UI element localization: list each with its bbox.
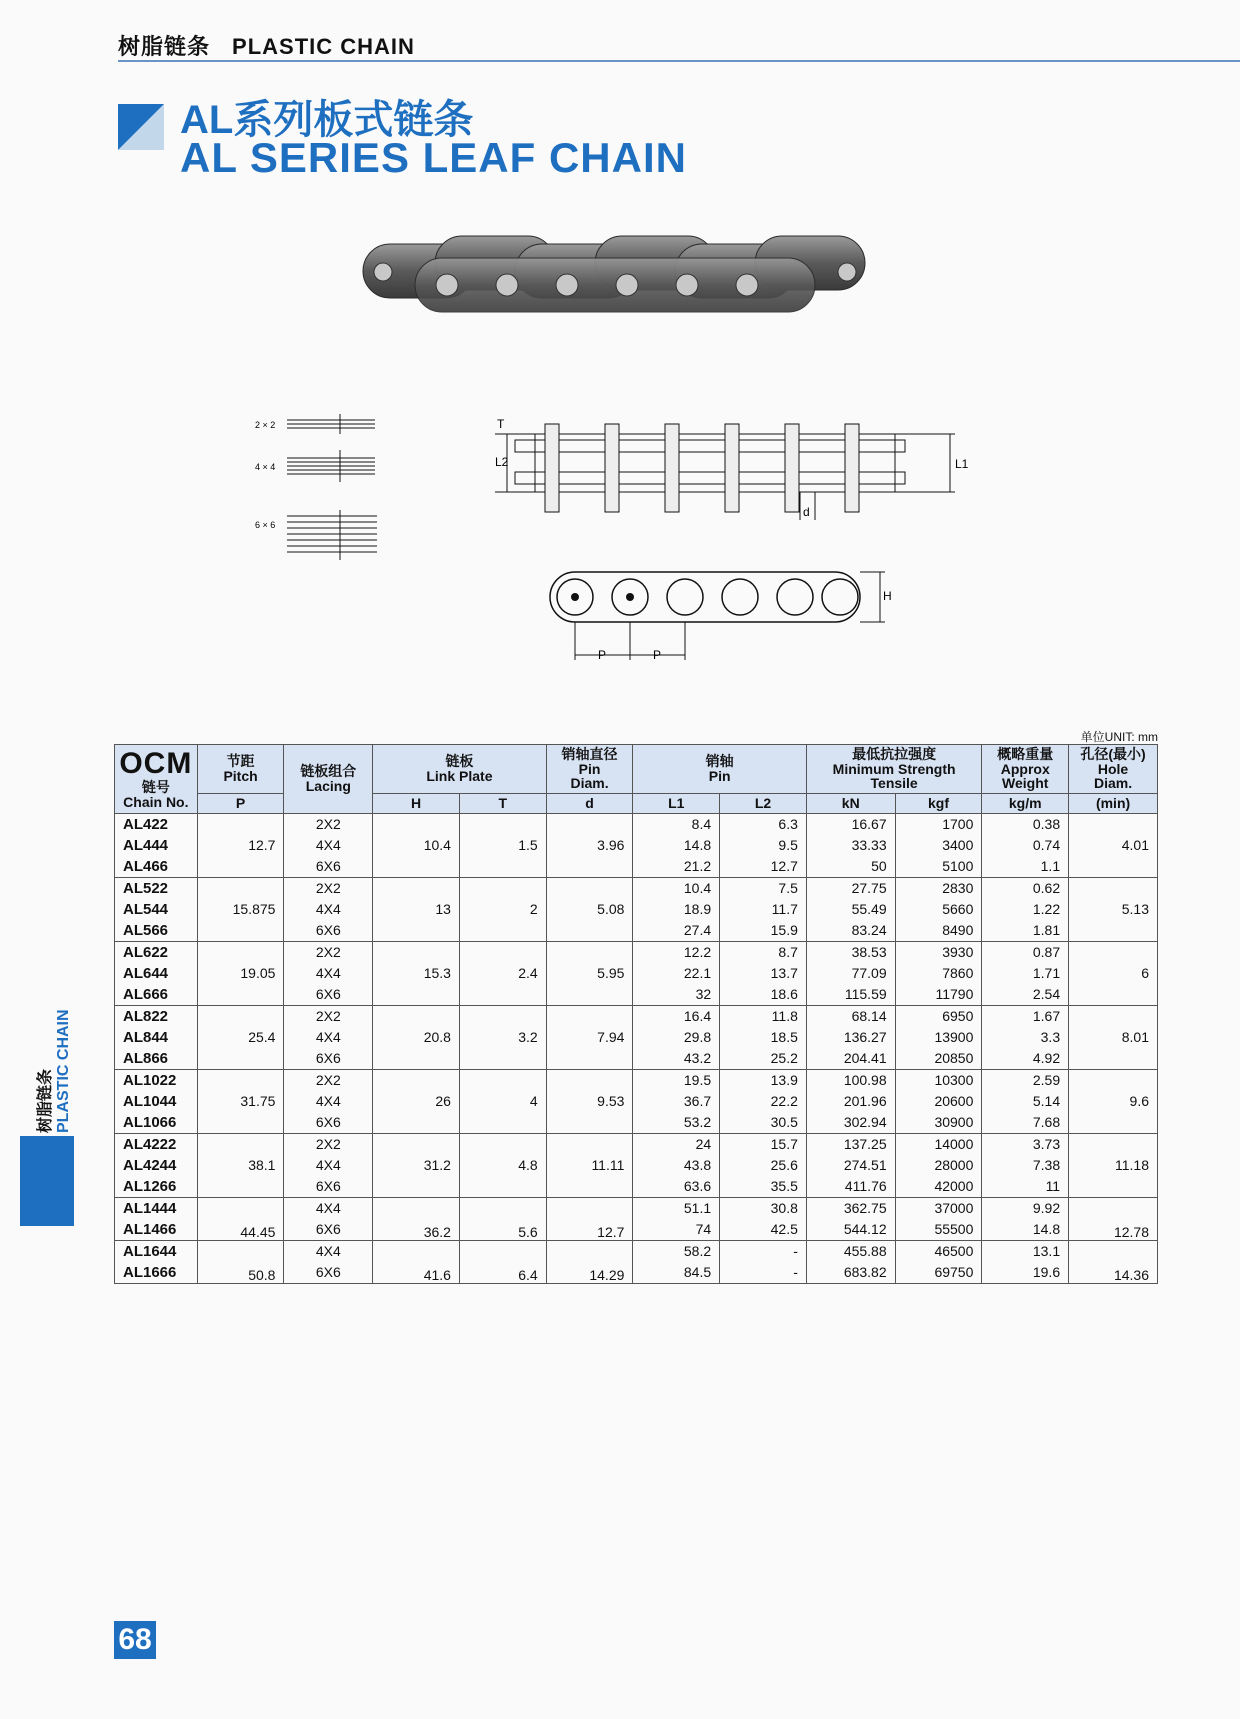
page-number: 68 (114, 1621, 156, 1659)
lacing-cell: 2X2 (284, 1005, 373, 1027)
chain-no-cell: AL544 (115, 899, 198, 920)
strength-kn-cell: 201.96 (806, 1091, 895, 1112)
weight-cell: 19.6 (982, 1262, 1069, 1284)
strength-kgf-cell: 69750 (895, 1262, 982, 1284)
hole-diam-cell: 8.01 (1069, 1005, 1158, 1069)
lacing-cell: 4X4 (284, 1197, 373, 1219)
th-hole-cn: 孔径(最小) (1080, 746, 1146, 762)
strength-kn-cell: 544.12 (806, 1219, 895, 1241)
pin-l1-cell: 58.2 (633, 1240, 720, 1262)
th-strength-en1: Minimum Strength (832, 760, 956, 777)
dim-label-h: H (883, 589, 892, 603)
pin-diam-cell: 11.11 (546, 1133, 633, 1197)
pin-l2-cell: 18.6 (720, 984, 807, 1006)
pin-l1-cell: 53.2 (633, 1112, 720, 1134)
pin-l2-cell: 13.9 (720, 1069, 807, 1091)
title-triangle-icon (118, 104, 164, 150)
plate-t-cell: 5.6 (459, 1197, 546, 1240)
table-row (115, 1133, 1158, 1155)
lacing-cell: 6X6 (284, 920, 373, 942)
chain-no-cell: AL1044 (115, 1091, 198, 1112)
strength-kgf-cell: 10300 (895, 1069, 982, 1091)
plate-h-cell: 41.6 (373, 1240, 460, 1283)
lacing-cell: 4X4 (284, 1155, 373, 1176)
lacing-cell: 2X2 (284, 1133, 373, 1155)
strength-kgf-cell: 42000 (895, 1176, 982, 1198)
pin-l1-cell: 24 (633, 1133, 720, 1155)
lacing-cell: 4X4 (284, 835, 373, 856)
th-pitch-en: Pitch (223, 768, 258, 785)
pin-l1-cell: 51.1 (633, 1197, 720, 1219)
chain-no-cell: AL1444 (115, 1197, 198, 1219)
strength-kn-cell: 455.88 (806, 1240, 895, 1262)
lacing-cell: 6X6 (284, 1112, 373, 1134)
page-header (118, 30, 437, 61)
strength-kn-cell: 50 (806, 856, 895, 878)
pin-diam-cell: 7.94 (546, 1005, 633, 1069)
pin-diam-cell: 5.95 (546, 941, 633, 1005)
unit-label: 单位UNIT: mm (1080, 730, 1158, 744)
pin-l2-cell: 42.5 (720, 1219, 807, 1241)
th-link-plate (373, 745, 546, 794)
pin-l2-cell: 30.8 (720, 1197, 807, 1219)
pin-diam-cell: 9.53 (546, 1069, 633, 1133)
strength-kgf-cell: 30900 (895, 1112, 982, 1134)
strength-kn-cell: 274.51 (806, 1155, 895, 1176)
chain-no-cell: AL4222 (115, 1133, 198, 1155)
th-pin-diam-en1: Pin (578, 760, 601, 777)
pin-diam-cell: 14.29 (546, 1240, 633, 1283)
lacing-diagram-6x6 (287, 510, 387, 570)
th-chain-no (115, 745, 198, 814)
weight-cell: 11 (982, 1176, 1069, 1198)
lacing-cell: 4X4 (284, 1027, 373, 1048)
chain-no-cell: AL422 (115, 813, 198, 835)
pin-l1-cell: 43.8 (633, 1155, 720, 1176)
pitch-cell: 38.1 (197, 1133, 284, 1197)
th-weight-en2: Weight (1002, 775, 1049, 792)
lacing-cell: 4X4 (284, 1091, 373, 1112)
weight-cell: 5.14 (982, 1091, 1069, 1112)
strength-kn-cell: 27.75 (806, 877, 895, 899)
th-hole (1069, 745, 1158, 794)
pin-l1-cell: 16.4 (633, 1005, 720, 1027)
pin-l2-cell: 30.5 (720, 1112, 807, 1134)
chain-no-cell: AL1644 (115, 1240, 198, 1262)
strength-kgf-cell: 37000 (895, 1197, 982, 1219)
weight-cell: 1.81 (982, 920, 1069, 942)
strength-kn-cell: 115.59 (806, 984, 895, 1006)
chain-no-cell: AL822 (115, 1005, 198, 1027)
hole-diam-cell: 14.36 (1069, 1240, 1158, 1283)
dim-label-l1: L1 (955, 457, 969, 471)
lacing-cell: 2X2 (284, 813, 373, 835)
hole-diam-cell: 4.01 (1069, 813, 1158, 877)
th-plate-en: Link Plate (426, 768, 493, 785)
weight-cell: 1.22 (982, 899, 1069, 920)
pin-l1-cell: 14.8 (633, 835, 720, 856)
th-strength (806, 745, 982, 794)
pin-l2-cell: 11.8 (720, 1005, 807, 1027)
pin-l2-cell: 18.5 (720, 1027, 807, 1048)
th-l2: L2 (720, 794, 807, 814)
pin-l2-cell: 7.5 (720, 877, 807, 899)
pin-l2-cell: 11.7 (720, 899, 807, 920)
pin-l1-cell: 22.1 (633, 963, 720, 984)
pin-l2-cell: 6.3 (720, 813, 807, 835)
strength-kn-cell: 362.75 (806, 1197, 895, 1219)
header-cn: 树脂链条 (118, 34, 211, 59)
weight-cell: 3.3 (982, 1027, 1069, 1048)
chain-no-cell: AL866 (115, 1048, 198, 1070)
strength-kgf-cell: 13900 (895, 1027, 982, 1048)
strength-kn-cell: 33.33 (806, 835, 895, 856)
pitch-cell: 12.7 (197, 813, 284, 877)
strength-kgf-cell: 1700 (895, 813, 982, 835)
weight-cell: 0.74 (982, 835, 1069, 856)
plate-h-cell: 15.3 (373, 941, 460, 1005)
hole-diam-cell: 9.6 (1069, 1069, 1158, 1133)
table-row (115, 877, 1158, 899)
th-chain-no-en: Chain No. (123, 793, 189, 810)
pin-diam-cell: 3.96 (546, 813, 633, 877)
pin-l1-cell: 36.7 (633, 1091, 720, 1112)
weight-cell: 0.38 (982, 813, 1069, 835)
spec-table (114, 744, 1158, 1284)
weight-cell: 7.68 (982, 1112, 1069, 1134)
hole-diam-cell: 6 (1069, 941, 1158, 1005)
chain-no-cell: AL4244 (115, 1155, 198, 1176)
pin-l1-cell: 32 (633, 984, 720, 1006)
hole-diam-cell: 12.78 (1069, 1197, 1158, 1240)
strength-kn-cell: 77.09 (806, 963, 895, 984)
pin-l2-cell: 22.2 (720, 1091, 807, 1112)
pin-l2-cell: 8.7 (720, 941, 807, 963)
weight-cell: 9.92 (982, 1197, 1069, 1219)
th-plate-cn: 链板 (445, 753, 474, 770)
th-lacing-en: Lacing (305, 777, 351, 794)
pin-l2-cell: - (720, 1240, 807, 1262)
strength-kn-cell: 16.67 (806, 813, 895, 835)
strength-kgf-cell: 2830 (895, 877, 982, 899)
lacing-cell: 6X6 (284, 1262, 373, 1284)
lacing-diagram (245, 420, 395, 530)
lacing-cell: 4X4 (284, 963, 373, 984)
pin-l2-cell: 25.6 (720, 1155, 807, 1176)
header-en: PLASTIC CHAIN (232, 34, 415, 59)
strength-kgf-cell: 5100 (895, 856, 982, 878)
pitch-cell: 15.875 (197, 877, 284, 941)
title-cn: AL系列板式链条 (180, 98, 474, 142)
sidebar-label (32, 1009, 73, 1133)
th-p: P (197, 794, 284, 814)
pin-l1-cell: 19.5 (633, 1069, 720, 1091)
chain-no-cell: AL666 (115, 984, 198, 1006)
plate-t-cell: 4.8 (459, 1133, 546, 1197)
strength-kgf-cell: 55500 (895, 1219, 982, 1241)
lacing-cell: 6X6 (284, 1048, 373, 1070)
strength-kn-cell: 68.14 (806, 1005, 895, 1027)
pin-l1-cell: 21.2 (633, 856, 720, 878)
th-pin-cn: 销轴 (705, 753, 734, 770)
table-row (115, 813, 1158, 835)
th-kgm: kg/m (982, 794, 1069, 814)
weight-cell: 2.54 (982, 984, 1069, 1006)
th-pin-diam-cn: 销轴直径 (561, 746, 618, 762)
plate-h-cell: 31.2 (373, 1133, 460, 1197)
weight-cell: 13.1 (982, 1240, 1069, 1262)
pin-l2-cell: - (720, 1262, 807, 1284)
strength-kn-cell: 83.24 (806, 920, 895, 942)
th-t: T (459, 794, 546, 814)
pin-diam-cell: 5.08 (546, 877, 633, 941)
strength-kgf-cell: 6950 (895, 1005, 982, 1027)
dim-label-p1: P (598, 648, 607, 662)
plate-h-cell: 36.2 (373, 1197, 460, 1240)
strength-kn-cell: 136.27 (806, 1027, 895, 1048)
strength-kgf-cell: 46500 (895, 1240, 982, 1262)
strength-kn-cell: 137.25 (806, 1133, 895, 1155)
plate-t-cell: 4 (459, 1069, 546, 1133)
chain-no-cell: AL444 (115, 835, 198, 856)
dim-label-l2: L2 (495, 455, 509, 469)
th-kgf: kgf (895, 794, 982, 814)
lacing-label-4x4: 4 × 4 (255, 462, 276, 472)
strength-kgf-cell: 14000 (895, 1133, 982, 1155)
th-pin-diam (546, 745, 633, 794)
chain-no-cell: AL1666 (115, 1262, 198, 1284)
lacing-cell: 6X6 (284, 856, 373, 878)
th-pitch-cn: 节距 (226, 753, 255, 770)
plate-t-cell: 2.4 (459, 941, 546, 1005)
pin-l2-cell: 15.9 (720, 920, 807, 942)
th-hole-en1: Hole (1097, 760, 1129, 777)
plate-h-cell: 10.4 (373, 813, 460, 877)
ocm-logo: OCM (119, 747, 193, 781)
chain-no-cell: AL1266 (115, 1176, 198, 1198)
table-row (115, 941, 1158, 963)
sidebar-en: PLASTIC CHAIN (55, 1009, 72, 1133)
header-rule (118, 60, 1240, 62)
strength-kn-cell: 38.53 (806, 941, 895, 963)
weight-cell: 1.67 (982, 1005, 1069, 1027)
hole-diam-cell: 11.18 (1069, 1133, 1158, 1197)
strength-kgf-cell: 8490 (895, 920, 982, 942)
pin-l1-cell: 84.5 (633, 1262, 720, 1284)
pin-l1-cell: 10.4 (633, 877, 720, 899)
strength-kgf-cell: 3930 (895, 941, 982, 963)
strength-kgf-cell: 28000 (895, 1155, 982, 1176)
th-pitch (197, 745, 284, 794)
weight-cell: 0.62 (982, 877, 1069, 899)
pin-l2-cell: 13.7 (720, 963, 807, 984)
th-pin-diam-en2: Diam. (570, 775, 609, 792)
pin-l1-cell: 18.9 (633, 899, 720, 920)
lacing-cell: 2X2 (284, 877, 373, 899)
th-l1: L1 (633, 794, 720, 814)
strength-kgf-cell: 20850 (895, 1048, 982, 1070)
weight-cell: 4.92 (982, 1048, 1069, 1070)
spec-table-body (115, 813, 1158, 1283)
dim-label-d: d (803, 505, 810, 519)
strength-kn-cell: 302.94 (806, 1112, 895, 1134)
th-pin-en: Pin (708, 768, 731, 785)
th-d: d (546, 794, 633, 814)
plate-t-cell: 2 (459, 877, 546, 941)
table-row (115, 1005, 1158, 1027)
dim-label-t: T (497, 417, 505, 431)
plate-t-cell: 3.2 (459, 1005, 546, 1069)
chain-no-cell: AL522 (115, 877, 198, 899)
table-row (115, 1197, 1158, 1219)
pitch-cell: 44.45 (197, 1197, 284, 1240)
th-kn: kN (806, 794, 895, 814)
chain-no-cell: AL1466 (115, 1219, 198, 1241)
weight-cell: 3.73 (982, 1133, 1069, 1155)
th-lacing-cn: 链板组合 (300, 763, 357, 780)
pitch-cell: 31.75 (197, 1069, 284, 1133)
side-view-diagram (495, 410, 975, 530)
th-weight (982, 745, 1069, 794)
weight-cell: 14.8 (982, 1219, 1069, 1241)
th-lacing (284, 745, 373, 814)
strength-kgf-cell: 20600 (895, 1091, 982, 1112)
pin-l1-cell: 27.4 (633, 920, 720, 942)
title-en: AL SERIES LEAF CHAIN (180, 134, 687, 181)
front-view-diagram (540, 560, 900, 670)
sidebar-cn: 树脂链条 (37, 1068, 54, 1133)
chain-no-cell: AL622 (115, 941, 198, 963)
strength-kgf-cell: 11790 (895, 984, 982, 1006)
th-weight-cn: 概略重量 (997, 746, 1054, 762)
pin-l1-cell: 12.2 (633, 941, 720, 963)
th-strength-en2: Tensile (870, 775, 918, 792)
plate-t-cell: 1.5 (459, 813, 546, 877)
chain-no-cell: AL1022 (115, 1069, 198, 1091)
plate-h-cell: 13 (373, 877, 460, 941)
hole-diam-cell: 5.13 (1069, 877, 1158, 941)
chain-no-cell: AL844 (115, 1027, 198, 1048)
pin-l1-cell: 74 (633, 1219, 720, 1241)
lacing-cell: 6X6 (284, 984, 373, 1006)
pin-diam-cell: 12.7 (546, 1197, 633, 1240)
lacing-cell: 4X4 (284, 899, 373, 920)
lacing-cell: 2X2 (284, 941, 373, 963)
sidebar-tab (20, 1136, 74, 1226)
lacing-cell: 6X6 (284, 1219, 373, 1241)
table-row (115, 1240, 1158, 1262)
plate-t-cell: 6.4 (459, 1240, 546, 1283)
strength-kgf-cell: 3400 (895, 835, 982, 856)
weight-cell: 1.71 (982, 963, 1069, 984)
pin-l2-cell: 15.7 (720, 1133, 807, 1155)
plate-h-cell: 26 (373, 1069, 460, 1133)
th-strength-cn: 最低抗拉强度 (852, 746, 937, 762)
th-weight-en1: Approx (1000, 760, 1050, 777)
th-h: H (373, 794, 460, 814)
weight-cell: 7.38 (982, 1155, 1069, 1176)
th-chain-no-cn: 链号 (141, 778, 170, 795)
dim-label-p2: P (653, 648, 662, 662)
strength-kn-cell: 55.49 (806, 899, 895, 920)
th-min: (min) (1069, 794, 1158, 814)
pin-l2-cell: 35.5 (720, 1176, 807, 1198)
strength-kn-cell: 204.41 (806, 1048, 895, 1070)
pitch-cell: 19.05 (197, 941, 284, 1005)
strength-kgf-cell: 7860 (895, 963, 982, 984)
pin-l2-cell: 9.5 (720, 835, 807, 856)
lacing-cell: 4X4 (284, 1240, 373, 1262)
pin-l2-cell: 12.7 (720, 856, 807, 878)
weight-cell: 0.87 (982, 941, 1069, 963)
pin-l2-cell: 25.2 (720, 1048, 807, 1070)
pin-l1-cell: 29.8 (633, 1027, 720, 1048)
lacing-cell: 2X2 (284, 1069, 373, 1091)
chain-no-cell: AL566 (115, 920, 198, 942)
plate-h-cell: 20.8 (373, 1005, 460, 1069)
lacing-label-6x6: 6 × 6 (255, 520, 276, 530)
th-pin (633, 745, 806, 794)
pin-l1-cell: 63.6 (633, 1176, 720, 1198)
chain-no-cell: AL1066 (115, 1112, 198, 1134)
th-hole-en2: Diam. (1093, 775, 1133, 792)
strength-kn-cell: 683.82 (806, 1262, 895, 1284)
strength-kn-cell: 100.98 (806, 1069, 895, 1091)
chain-no-cell: AL466 (115, 856, 198, 878)
weight-cell: 2.59 (982, 1069, 1069, 1091)
strength-kn-cell: 411.76 (806, 1176, 895, 1198)
pitch-cell: 50.8 (197, 1240, 284, 1283)
lacing-label-2x2: 2 × 2 (255, 420, 276, 430)
lacing-cell: 6X6 (284, 1176, 373, 1198)
strength-kgf-cell: 5660 (895, 899, 982, 920)
weight-cell: 1.1 (982, 856, 1069, 878)
table-row (115, 1069, 1158, 1091)
chain-photo (355, 232, 875, 322)
chain-no-cell: AL644 (115, 963, 198, 984)
pin-l1-cell: 8.4 (633, 813, 720, 835)
pin-l1-cell: 43.2 (633, 1048, 720, 1070)
pitch-cell: 25.4 (197, 1005, 284, 1069)
